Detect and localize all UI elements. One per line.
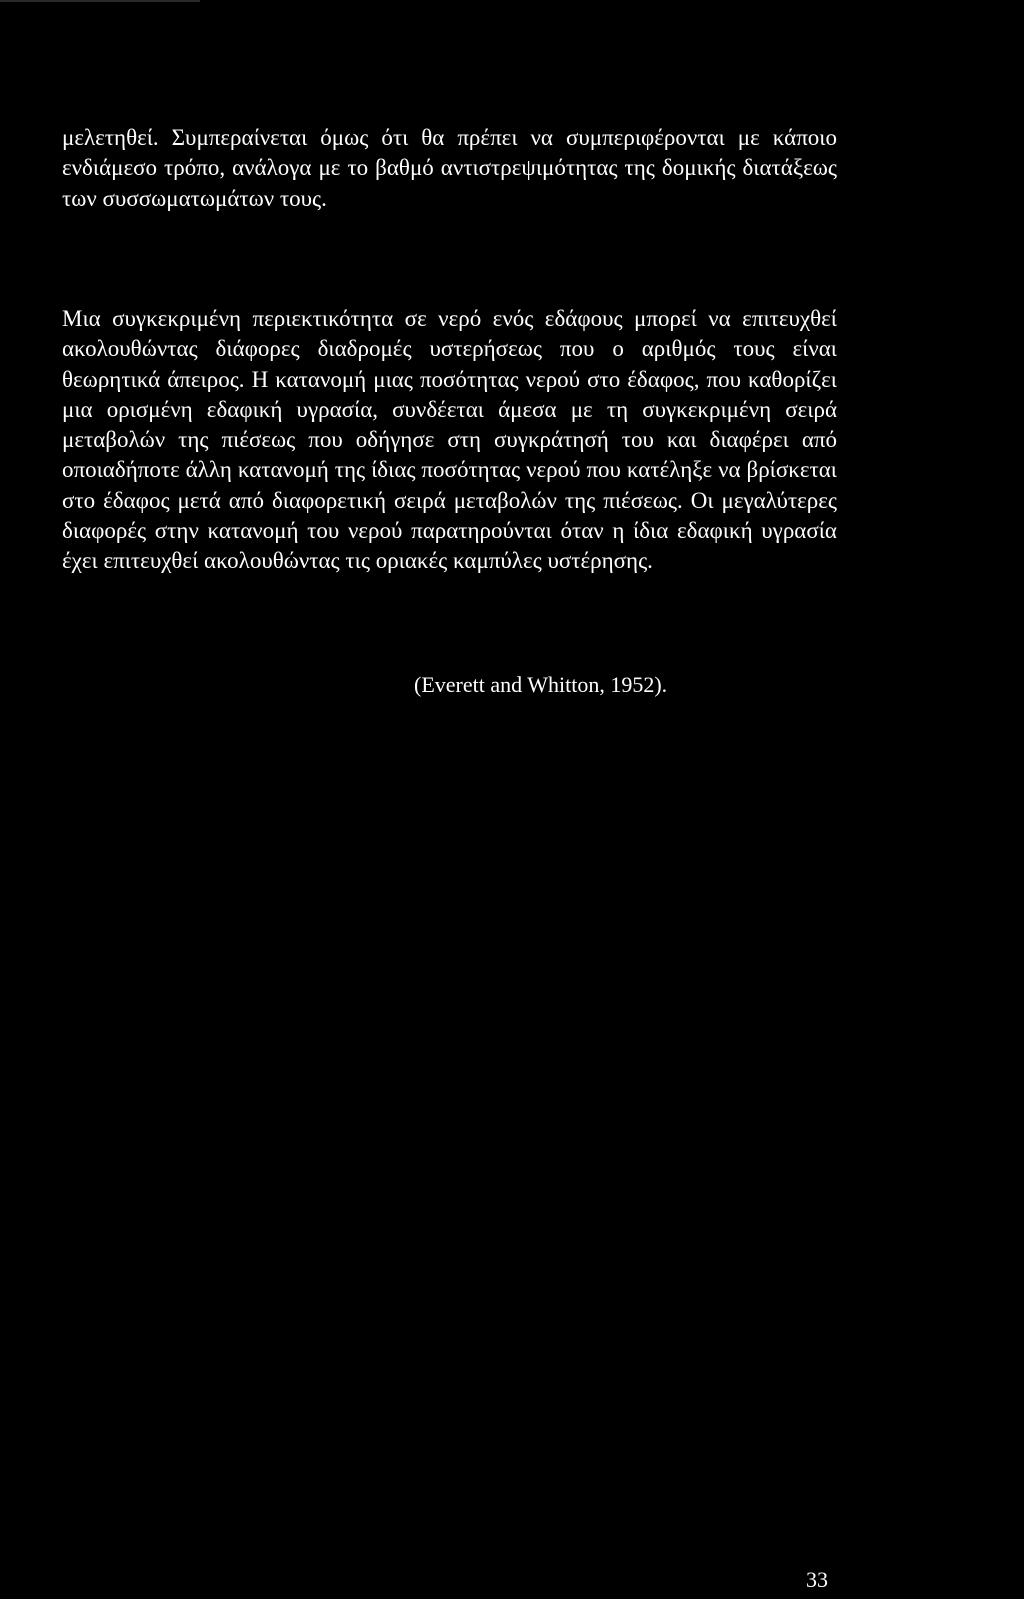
citation: (Everett and Whitton, 1952). xyxy=(414,672,668,697)
page-number: 33 xyxy=(806,1567,828,1592)
paragraph-2: Μια συγκεκριμένη περιεκτικότητα σε νερό ενός εδάφους μπορεί να επιτευχθεί ακολουθώντας διάφορες διαδρομές υστερήσεως που ο αριθμός τους είναι θεωρητικά άπειρος. Η κατανομή μιας ποσότητας νερού στο έδαφος, που καθορίζει μια ορισμένη εδαφική υγρασία, συνδέεται άμεσα με τη συγκεκριμένη σειρά μεταβολών της πιέσεως που οδήγησε στη συγκράτησή του και διαφέρει από οποιαδήποτε άλλη κατανομή της ίδιας ποσότητας νερού που κατέληξε να βρίσκεται στο έδαφος μετά από διαφορετική σειρά μεταβολών της πιέσεως. Οι μεγαλύτερες διαφορές στην κατανομή του νερού παρατηρούνται όταν η ίδια εδαφική υγρασία έχει επιτευχθεί ακολουθώντας τις οριακές καμπύλες υστέρησης. xyxy=(62,306,837,574)
paragraph-1: μελετηθεί. Συμπεραίνεται όμως ότι θα πρέπει να συμπεριφέρονται με κάποιο ενδιάμεσο τρόπο, ανάλογα με το βαθμό αντιστρεψιμότητας της δομικής διατάξεως των συσσωματωμάτων τους. xyxy=(62,125,837,211)
top-edge-rule xyxy=(0,0,200,2)
